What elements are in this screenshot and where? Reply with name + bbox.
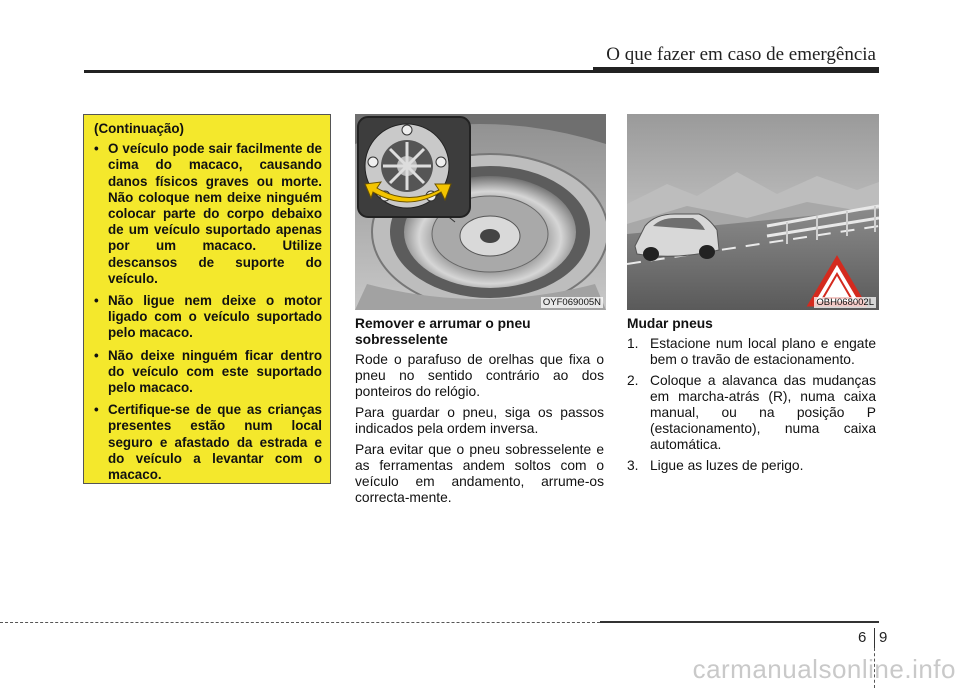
bullet-marker: •	[94, 293, 99, 309]
bullet-marker: •	[94, 347, 99, 363]
warning-title: (Continuação)	[94, 121, 185, 136]
change-section-title: Mudar pneus	[627, 316, 713, 331]
remove-paragraph: Para guardar o pneu, siga os passos indicados pela ordem inversa.	[355, 405, 604, 436]
change-section	[627, 316, 876, 479]
warning-bullet	[94, 348, 322, 397]
figure-code: OYF069005N	[542, 297, 601, 308]
warning-bullet	[94, 402, 322, 483]
header-title: O que fazer em caso de emergência	[606, 44, 876, 65]
page-separator	[874, 628, 875, 648]
page-number: 9	[879, 629, 888, 646]
remove-section	[355, 316, 604, 511]
remove-paragraph: Para evitar que o pneu sobresselente e as ferramentas andem soltos com o veículo em andamento, arrume-os correcta-mente.	[355, 442, 604, 505]
step-text: Coloque a alavanca das mudanças em marcha-atrás (R), numa caixa manual, ou na posição P (estacionamento), numa caixa automática.	[650, 373, 876, 452]
warning-list	[94, 141, 322, 483]
spare-tire-figure	[355, 114, 606, 310]
warning-box	[83, 114, 331, 484]
warning-bullet	[94, 141, 322, 287]
remove-paragraph: Rode o parafuso de orelhas que fixa o pneu no sentido contrário ao dos ponteiros do relógio.	[355, 352, 604, 399]
figure-code: OBH068002L	[816, 297, 874, 308]
warning-bullet-text: Certifique-se de que as crianças presentes estão num local seguro e afastado da estrada e do veículo a levantar com o macaco.	[108, 402, 322, 483]
step-number: 2.	[627, 373, 639, 388]
step-text: Estacione num local plano e engate bem o travão de estacionamento.	[650, 336, 876, 367]
remove-section-title: Remover e arrumar o pneu sobresselente	[355, 316, 531, 347]
bullet-marker: •	[94, 141, 99, 157]
spare-tire-illustration	[355, 114, 606, 310]
bullet-marker: •	[94, 402, 99, 418]
watermark: carmanualsonline.info	[692, 654, 956, 684]
road-figure	[627, 114, 879, 310]
step-number: 1.	[627, 336, 639, 351]
step-item	[627, 336, 876, 368]
step-number: 3.	[627, 458, 639, 473]
warning-bullet-text: Não deixe ninguém ficar dentro do veículo com este suportado pelo macaco.	[108, 347, 322, 396]
road-illustration	[627, 114, 879, 310]
warning-bullet	[94, 293, 322, 342]
header-rule-accent	[593, 67, 879, 72]
warning-bullet-text: Não ligue nem deixe o motor ligado com o veículo suportado pelo macaco.	[108, 293, 322, 341]
page-chapter-number: 6	[858, 629, 867, 646]
step-text: Ligue as luzes de perigo.	[650, 458, 804, 473]
step-item	[627, 373, 876, 453]
change-steps	[627, 336, 876, 474]
footer-rule	[600, 621, 879, 623]
footer-rule-dashed	[0, 622, 600, 623]
warning-bullet-text: O veículo pode sair facilmente de cima do macaco, causando danos físicos graves ou morte. Não coloque nem deixe ninguém colocar parte do corpo debaixo de um veículo suportado apenas por um macaco. Utilize descansos de suporte do veículo.	[108, 141, 322, 286]
step-item	[627, 458, 876, 474]
